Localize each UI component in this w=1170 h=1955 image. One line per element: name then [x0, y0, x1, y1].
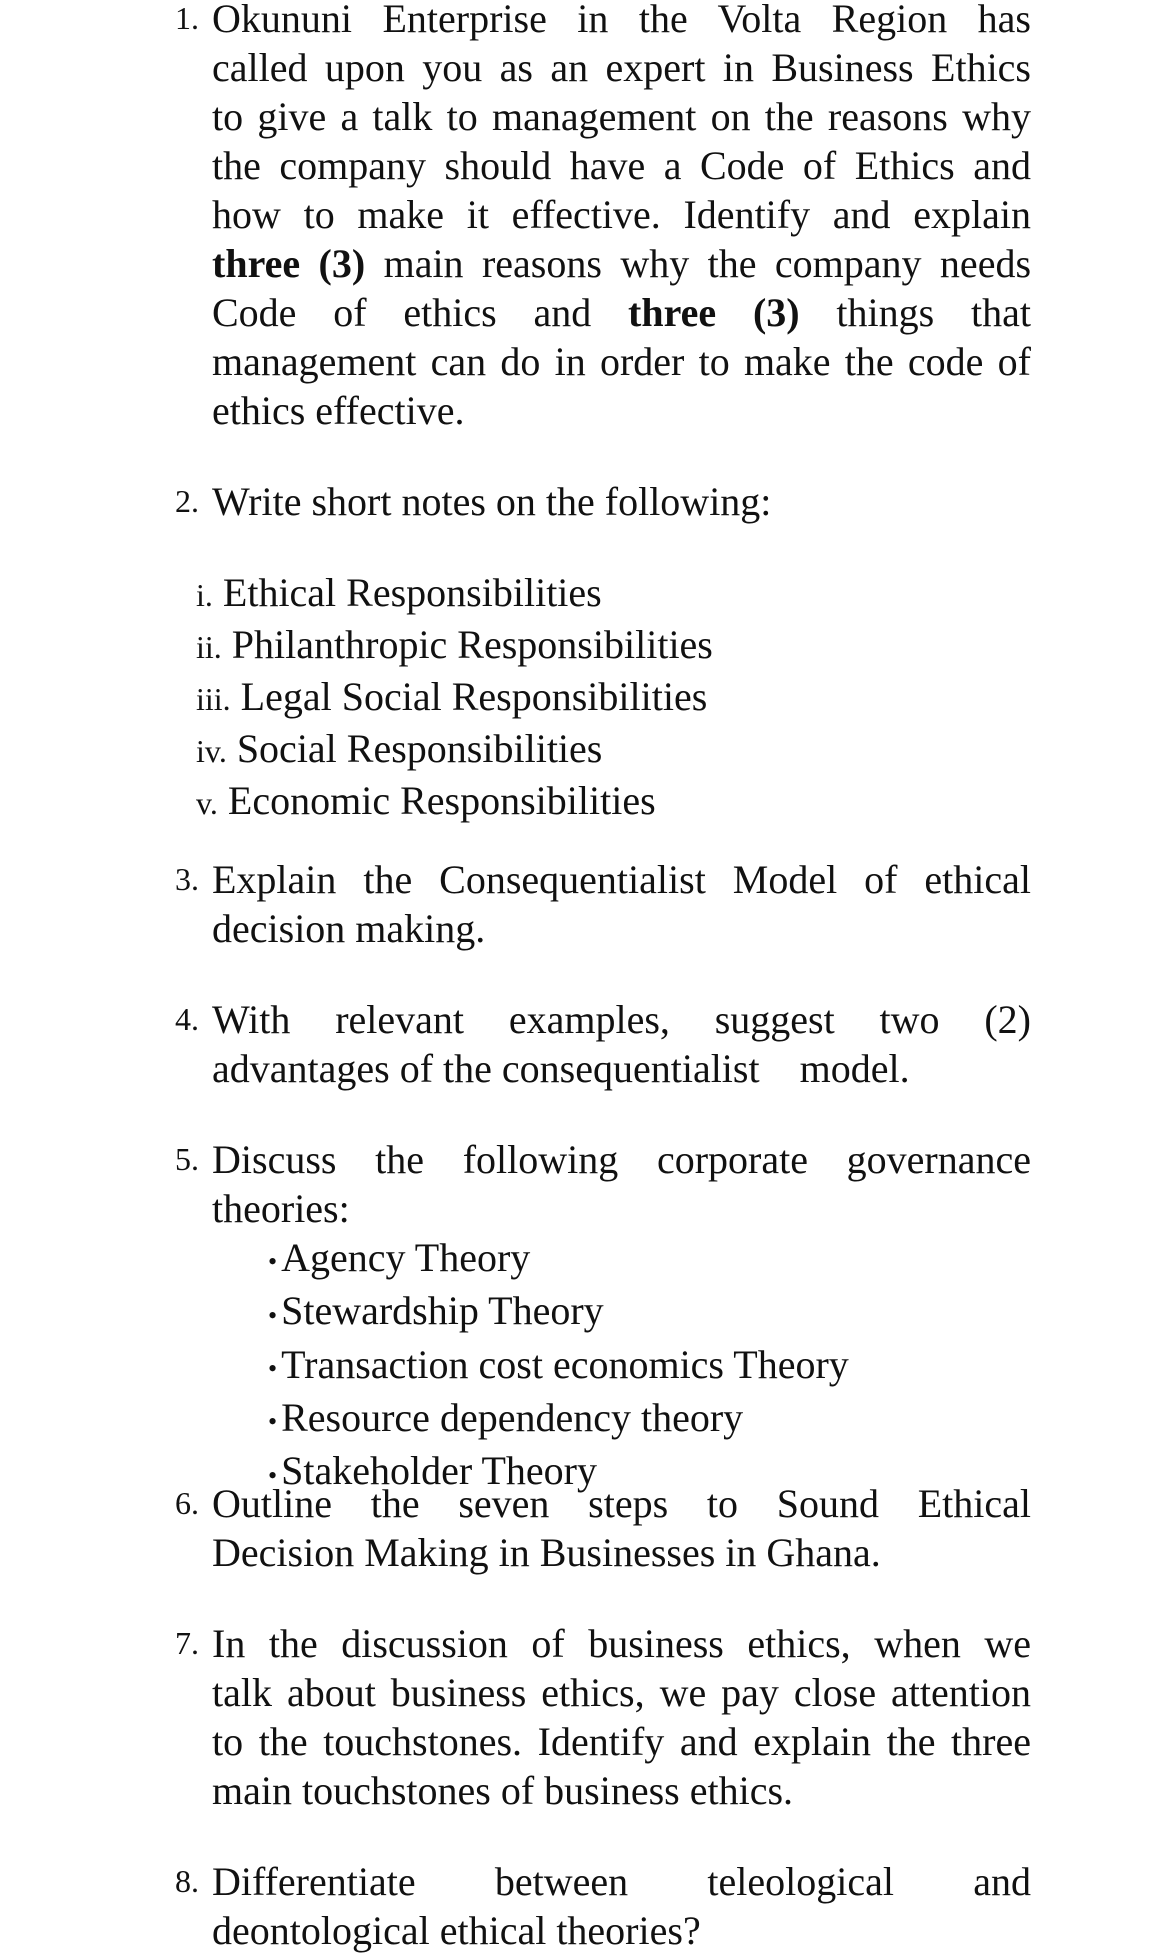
- bullet-icon: •: [268, 1353, 278, 1383]
- list-item: ii. Philanthropic Responsibilities: [196, 622, 713, 667]
- question-8-line-1: 8. Differentiate between teleological and: [175, 1859, 1031, 1904]
- list-item: • Resource dependency theory: [268, 1393, 849, 1446]
- question-3-number: 3.: [175, 861, 199, 897]
- list-item: v. Economic Responsibilities: [196, 778, 656, 823]
- question-1-line-6: three (3) main reasons why the company needs: [212, 241, 1032, 286]
- bullet-icon: •: [268, 1300, 278, 1330]
- question-1: [175, 0, 1031, 435]
- question-2-list: [196, 568, 713, 828]
- question-7: [175, 1619, 1031, 1815]
- question-7-line-4: main touchstones of business ethics.: [212, 1768, 794, 1813]
- question-6: [175, 1479, 1031, 1577]
- question-7-number: 7.: [175, 1625, 199, 1661]
- question-1-number: 1.: [175, 0, 199, 36]
- question-3-line-2: decision making.: [212, 906, 486, 951]
- question-5-line-1: 5. Discuss the following corporate governance: [175, 1137, 1031, 1182]
- question-7-line-1: 7. In the discussion of business ethics, when we: [175, 1621, 1031, 1666]
- question-2-number: 2.: [175, 483, 199, 519]
- list-item: • Agency Theory: [268, 1233, 849, 1286]
- question-1-bold-2: three (3): [628, 290, 800, 335]
- bullet-icon: •: [268, 1247, 278, 1277]
- question-6-line-2: Decision Making in Businesses in Ghana.: [212, 1530, 881, 1575]
- question-6-number: 6.: [175, 1485, 199, 1521]
- question-1-line-7: Code of ethics and three (3) things that: [212, 290, 1032, 335]
- question-4: [175, 995, 1031, 1093]
- question-1-line-4: the company should have a Code of Ethics and: [212, 143, 1031, 188]
- question-1-line-8: management can do in order to make the code of: [212, 339, 1031, 384]
- question-1-line-1: 1. Okununi Enterprise in the Volta Region has: [175, 0, 1031, 43]
- list-item: • Stakeholder Theory: [268, 1446, 849, 1499]
- question-5: [175, 1135, 1031, 1233]
- question-4-line-1: 4. With relevant examples, suggest two (2): [175, 997, 1031, 1042]
- question-8: [175, 1857, 1031, 1955]
- question-8-number: 8.: [175, 1863, 199, 1899]
- question-1-line-2: called upon you as an expert in Business Ethics: [212, 45, 1031, 90]
- question-7-line-2: talk about business ethics, we pay close attention: [212, 1670, 1031, 1715]
- question-2: [175, 477, 1031, 526]
- question-5-number: 5.: [175, 1141, 199, 1177]
- question-2-line-1: 2. Write short notes on the following:: [175, 479, 772, 524]
- list-item: i. Ethical Responsibilities: [196, 570, 602, 615]
- list-item: • Stewardship Theory: [268, 1286, 849, 1339]
- bullet-icon: •: [268, 1460, 278, 1490]
- bullet-icon: •: [268, 1407, 278, 1437]
- question-3: [175, 855, 1031, 953]
- question-7-line-3: to the touchstones. Identify and explain the three: [212, 1719, 1031, 1764]
- question-5-bullet-list: [268, 1233, 849, 1500]
- question-1-line-9: ethics effective.: [212, 388, 465, 433]
- question-4-number: 4.: [175, 1001, 199, 1037]
- question-6-line-1: 6. Outline the seven steps to Sound Ethical: [175, 1481, 1031, 1526]
- question-1-bold-1: three (3): [212, 241, 366, 286]
- question-8-line-2: deontological ethical theories?: [212, 1908, 701, 1953]
- question-1-line-5: how to make it effective. Identify and explain: [212, 192, 1031, 237]
- list-item: iii. Legal Social Responsibilities: [196, 674, 708, 719]
- list-item: • Transaction cost economics Theory: [268, 1340, 849, 1393]
- question-5-line-2: theories:: [212, 1186, 350, 1231]
- question-4-line-2: advantages of the consequentialist model.: [212, 1046, 910, 1091]
- question-1-line-3: to give a talk to management on the reasons why: [212, 94, 1031, 139]
- question-3-line-1: 3. Explain the Consequentialist Model of ethical: [175, 857, 1031, 902]
- list-item: iv. Social Responsibilities: [196, 726, 603, 771]
